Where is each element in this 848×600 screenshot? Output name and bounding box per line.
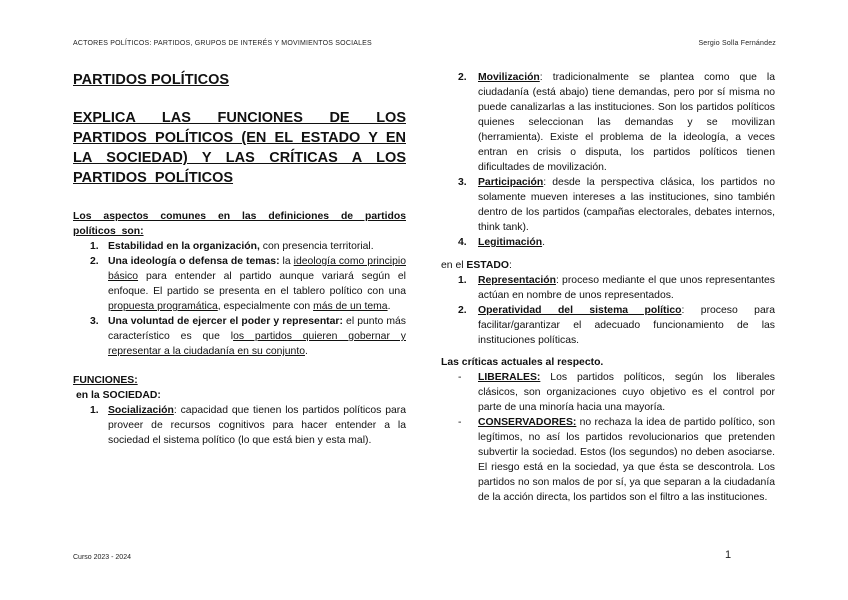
left-column [73,70,406,448]
item-bold-label: Una ideología o defensa de temas: [108,256,280,267]
list-item [73,239,406,254]
item-number: 3. [90,316,99,327]
functions-heading: FUNCIONES: [73,375,138,386]
society-heading: en la SOCIEDAD: [76,390,161,401]
section-title: PARTIDOS POLÍTICOS [73,72,230,88]
item-text: con presencia territorial. [259,241,374,252]
item-text: : capacidad que tienen los partidos políticos para proveer de recursos cognitivos para hacer entender a la sociedad el sistema político (lo que está bien y esta mal). [108,405,406,446]
item-term: Operatividad del sistema político [478,305,682,316]
item-number: 1. [458,275,467,286]
item-text: : desde la perspectiva clásica, los partidos no solamente mueven intereses a las instituciones, sino también dentro de los partidos (campañas electorales, debates internos, think tank). [478,177,775,233]
dash-bullet: - [458,417,462,428]
critics-list [441,370,775,505]
question-heading: EXPLICA LAS FUNCIONES DE LOS PARTIDOS POLÍTICOS (EN EL ESTADO Y EN LA SOCIEDAD) Y LAS CRÍTICAS A LOS PARTIDOS POLÍTICOS [73,110,406,186]
item-term: CONSERVADORES: [478,417,577,428]
item-text: . [304,346,308,357]
footer-course: Curso 2023 - 2024 [73,554,131,561]
item-text: el punto más característico es que l [108,316,406,342]
list-item [73,254,406,314]
critics-heading: Las críticas actuales al respecto. [441,357,604,368]
item-underlined-text: más de un tema [313,301,388,312]
list-item [441,235,775,250]
item-term: LIBERALES: [478,372,541,383]
running-header-title: ACTORES POLÍTICOS: PARTIDOS, GRUPOS DE INTERÉS Y MOVIMIENTOS SOCIALES [73,40,372,47]
item-number: 2. [458,72,467,83]
item-term: Socialización [108,405,174,416]
item-text: la [279,256,294,267]
item-bold-label: Una voluntad de ejercer el poder y representar: [108,316,343,327]
item-term: Movilización [478,72,540,83]
item-underlined-text: ideología como principio básico [108,256,406,282]
item-term: Legitimación [478,237,543,248]
list-item [73,314,406,359]
item-underlined-text: os partidos quieren gobernar y representar a la ciudadanía en su conjunto [108,331,406,357]
state-prefix: en el [441,260,467,271]
state-functions-list [441,273,775,348]
list-item [441,175,775,235]
society-functions-list [73,403,406,448]
item-text: : proceso mediante el que unos representantes actúan en nombre de unos representados. [478,275,775,301]
item-text: , especialmente con [217,301,314,312]
item-number: 2. [458,305,467,316]
item-term: Participación [478,177,544,188]
item-text: no rechaza la idea de partido político, son legítimos, no así los partidos revolucionarios que pretenden subvertir la sociedad. Estos (los segundos) no deben asociarse. El riesgo está en la sociedad, ya que ésta se descontrola. Los partidos no son malos de por sí, ya que separan a la ciudadanía de la acción directa, los partidos son el filtro a las instituciones. [478,417,775,503]
item-number: 4. [458,237,467,248]
item-text: para entender al partido aunque variará según el enfoque. El partido se presenta en el tablero político con una [108,271,406,297]
list-item [441,370,775,415]
right-column [441,70,775,505]
item-term: Representación [478,275,556,286]
item-bold-label: Estabilidad en la organización, [108,241,260,252]
item-text: : tradicionalmente se plantea como que la ciudadanía (está abajo) tiene demandas, pero por sí misma no puede canalizarlas a las instituciones. Son los partidos políticos quienes seleccionan las demandas y se movilizan (herramienta). Existe el problema de la ideología, a veces entran en crisis o disputa, los partidos políticos tienen dificultades de movilización. [478,72,775,173]
list-item [441,70,775,175]
item-number: 1. [90,405,99,416]
society-functions-list-continued [441,70,775,250]
page-number: 1 [725,549,732,561]
list-item [441,303,775,348]
item-number: 3. [458,177,467,188]
list-item [441,415,775,505]
item-text: : proceso para facilitar/garantizar el adecuado funcionamiento de las instituciones políticas. [478,305,775,346]
dash-bullet: - [458,372,462,383]
item-number: 2. [90,256,99,267]
list-item [73,403,406,448]
running-header-author: Sergio Solla Fernández [698,40,776,47]
item-underlined-text: propuesta programática [108,301,218,312]
state-heading [441,258,775,273]
state-word: ESTADO [466,260,509,271]
item-text: . [387,301,391,312]
item-text: . [542,237,545,248]
list-item [441,273,775,303]
item-number: 1. [90,241,99,252]
aspects-list [73,239,406,359]
aspects-heading: Los aspectos comunes en las definiciones de partidos políticos son: [73,211,406,237]
state-suffix: : [508,260,512,271]
item-text: Los partidos políticos, según los liberales clásicos, son organizaciones cuyo objetivo es el control por parte de una minoría hacia una mayoría. [478,372,775,413]
